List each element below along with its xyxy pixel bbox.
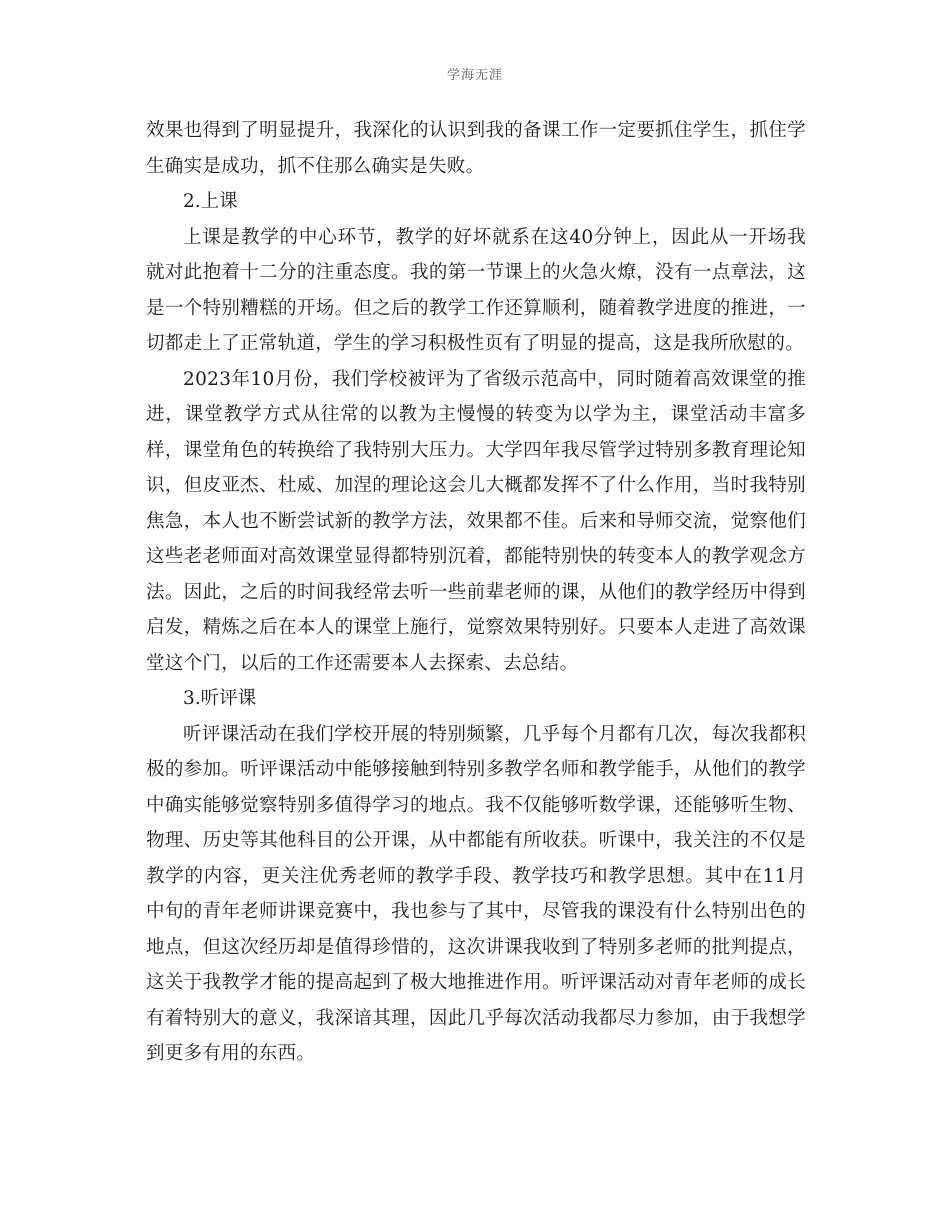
paragraph-lesson-observation: 听评课活动在我们学校开展的特别频繁，几乎每个月都有几次，每次我都积极的参加。听评课活动中能够接触到特别多教学名师和教学能手，从他们的教学中确实能够觉察特别多值得学习的地点。我不仅能够听数学课，还能够听生物、物理、历史等其他科目的公开课，从中都能有所收获。听课中，我关注的不仅是教学的内容，更关注优秀老师的教学手段、教学技巧和教学思想。其中在11月中旬的青年老师讲课竞赛中，我也参与了其中，尽管我的课没有什么特别出色的地点，但这次经历却是值得珍惜的，这次讲课我收到了特别多老师的批判提点，这关于我教学才能的提高起到了极大地推进作用。听评课活动对青年老师的成长有着特别大的意义，我深谙其理，因此几乎每次活动我都尽力参加，由于我想学到更多有用的东西。: [146, 723, 806, 1064]
section-heading-lesson-observation: 3.听评课: [183, 688, 257, 709]
section-heading-class: 2.上课: [183, 191, 238, 212]
paragraph-efficient-classroom: 2023年10月份，我们学校被评为了省级示范高中，同时随着高效课堂的推进，课堂教学方式从往常的以教为主慢慢的转变为以学为主，课堂活动丰富多样，课堂角色的转换给了我特别大压力。大学四年我尽管学过特别多教育理论知识，但皮亚杰、杜威、加涅的理论这会儿大概都发挥不了什么作用，当时我特别焦急，本人也不断尝试新的教学方法，效果都不佳。后来和导师交流，觉察他们这些老老师面对高效课堂显得都特别沉着，都能特别快的转变本人的教学观念方法。因此，之后的时间我经常去听一些前辈老师的课，从他们的教学经历中得到启发，精炼之后在本人的课堂上施行，觉察效果特别好。只要本人走进了高效课堂这个门，以后的工作还需要本人去探索、去总结。: [146, 368, 806, 674]
paragraph-class-intro: 上课是教学的中心环节，教学的好坏就系在这40分钟上，因此从一开场我就对此抱着十二分的注重态度。我的第一节课上的火急火燎，没有一点章法，这是一个特别糟糕的开场。但之后的教学工作还算顺利，随着教学进度的推进，一切都走上了正常轨道，学生的学习积极性页有了明显的提高，这是我所欣慰的。: [146, 226, 806, 354]
page-header: 学海无涯: [446, 68, 503, 83]
document-body: [146, 113, 806, 1072]
paragraph-continuation: 效果也得到了明显提升，我深化的认识到我的备课工作一定要抓住学生，抓住学生确实是成功，抓不住那么确实是失败。: [146, 120, 806, 177]
